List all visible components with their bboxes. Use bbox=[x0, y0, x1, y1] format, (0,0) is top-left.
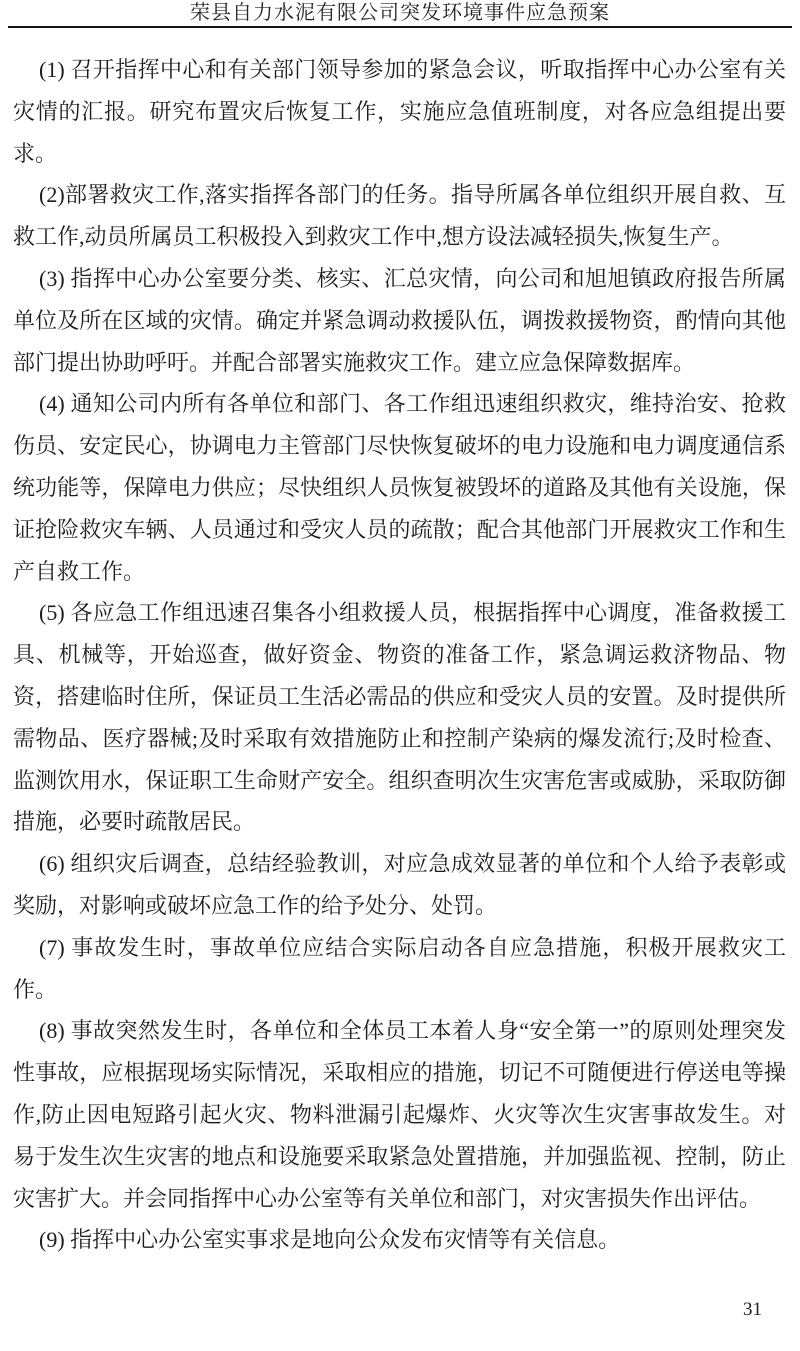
page-number: 31 bbox=[743, 1299, 762, 1320]
paragraph-8: (8) 事故突然发生时，各单位和全体员工本着人身“安全第一”的原则处理突发性事故，应根据现场实际情况，采取相应的措施，切记不可随便进行停送电等操作,防止因电短路引起火灾、物料泄漏引起爆炸、火灾等次生灾害事故发生。对易于发生次生灾害的地点和设施要采取紧急处置措施，并加强监视、控制，防止灾害扩大。并会同指挥中心办公室等有关单位和部门，对灾害损失作出评估。 bbox=[13, 1018, 786, 1211]
paragraph-7: (7) 事故发生时，事故单位应结合实际启动各自应急措施，积极开展救灾工作。 bbox=[13, 934, 786, 1002]
header-divider bbox=[8, 26, 792, 28]
document-body bbox=[13, 49, 786, 1261]
page-header bbox=[0, 0, 800, 28]
paragraph-9: (9) 指挥中心办公室实事求是地向公众发布灾情等有关信息。 bbox=[39, 1227, 621, 1253]
paragraph-3: (3) 指挥中心办公室要分类、核实、汇总灾情，向公司和旭旭镇政府报告所属单位及所在区域的灾情。确定并紧急调动救援队伍，调拨救援物资，酌情向其他部门提出协助呼吁。并配合部署实施救灾工作。建立应急保障数据库。 bbox=[13, 265, 786, 375]
document-header-title: 荣县自力水泥有限公司突发环境事件应急预案 bbox=[190, 2, 610, 24]
paragraph-6: (6) 组织灾后调查，总结经验教训，对应急成效显著的单位和个人给予表彰或奖励，对影响或破坏应急工作的给予处分、处罚。 bbox=[13, 851, 786, 918]
paragraph-1: (1) 召开指挥中心和有关部门领导参加的紧急会议，听取指挥中心办公室有关灾情的汇报。研究布置灾后恢复工作，实施应急值班制度，对各应急组提出要求。 bbox=[13, 57, 786, 166]
paragraph-4: (4) 通知公司内所有各单位和部门、各工作组迅速组织救灾，维持治安、抢救伤员、安定民心，协调电力主管部门尽快恢复破坏的电力设施和电力调度通信系统功能等，保障电力供应；尽快组织人员恢复被毁坏的道路及其他有关设施，保证抢险救灾车辆、人员通过和受灾人员的疏散；配合其他部门开展救灾工作和生产自救工作。 bbox=[13, 391, 786, 584]
paragraph-5: (5) 各应急工作组迅速召集各小组救援人员，根据指挥中心调度，准备救援工具、机械等，开始巡查，做好资金、物资的准备工作，紧急调运救济物品、物资，搭建临时住所，保证员工生活必需品的供应和受灾人员的安置。及时提供所需物品、医疗器械;及时采取有效措施防止和控制产染病的爆发流行;及时检查、监测饮用水，保证职工生命财产安全。组织查明次生灾害危害或威胁，采取防御措施，必要时疏散居民。 bbox=[13, 600, 786, 835]
paragraph-2: (2)部署救灾工作,落实指挥各部门的任务。指导所属各单位组织开展自救、互救工作,动员所属员工积极投入到救灾工作中,想方设法减轻损失,恢复生产。 bbox=[13, 182, 786, 250]
